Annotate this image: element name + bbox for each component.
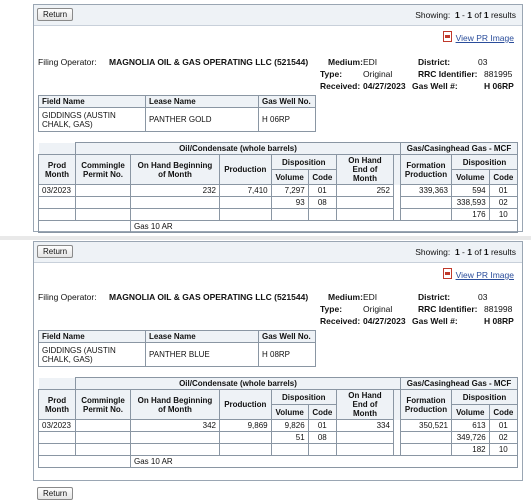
- production-header: Production: [220, 390, 272, 420]
- received-value: 04/27/2023: [363, 316, 406, 326]
- rrc-identifier-label: RRC Identifier:: [418, 304, 478, 314]
- on-hand-begin-header: On Hand Beginning of Month: [131, 390, 220, 420]
- rrc-identifier-value: 881998: [484, 304, 513, 314]
- lease-name-header: Lease Name: [146, 331, 259, 343]
- type-label: Type:: [320, 304, 343, 314]
- prod-month-header: Prod Month: [39, 390, 76, 420]
- field-lease-table: [38, 330, 316, 367]
- footer-note: Gas 10 AR: [131, 221, 518, 233]
- results-counter: Showing: 1 - 1 of 1 results: [415, 247, 516, 257]
- district-value: 03: [478, 57, 488, 67]
- return-button[interactable]: Return: [37, 245, 73, 258]
- table-row: 176 10: [39, 209, 518, 221]
- record-panel-1: [33, 4, 523, 232]
- lease-name-cell: PANTHER GOLD: [146, 108, 259, 132]
- pdf-icon: [443, 31, 452, 42]
- oil-condensate-header: Oil/Condensate (whole barrels): [76, 378, 401, 390]
- gas-well-value: H 08RP: [484, 316, 514, 326]
- record-toolbar: [34, 5, 522, 26]
- table-row: 51 08 349,726 02: [39, 432, 518, 444]
- table-row: 03/2023 342 9,869 9,826 01 334 350,521 613 01: [39, 420, 518, 432]
- received-label: Received:: [320, 316, 361, 326]
- production-table: [38, 377, 518, 468]
- gas-disposition-header: Disposition: [451, 155, 517, 170]
- district-value: 03: [478, 292, 488, 302]
- table-row: 93 08 338,593 02: [39, 197, 518, 209]
- gas-well-no-cell: H 08RP: [259, 343, 316, 367]
- gas-well-label: Gas Well #:: [412, 81, 458, 91]
- medium-value: EDI: [363, 292, 378, 302]
- gas-well-label: Gas Well #:: [412, 316, 458, 326]
- record-toolbar: [34, 242, 522, 263]
- table-footer-row: [39, 456, 518, 468]
- filing-operator-label: Filing Operator:: [38, 292, 97, 302]
- on-hand-begin-header: On Hand Beginning of Month: [131, 155, 220, 185]
- on-hand-end-header: On Hand End of Month: [336, 155, 393, 185]
- prod-month-header: Prod Month: [39, 155, 76, 185]
- medium-value: EDI: [363, 57, 378, 67]
- view-pr-image-link[interactable]: View PR Image: [455, 33, 514, 43]
- on-hand-end-header: On Hand End of Month: [336, 390, 393, 420]
- gas-header: Gas/Casinghead Gas - MCF: [400, 143, 517, 155]
- medium-label: Medium:: [328, 57, 363, 67]
- gas-code-header: Code: [489, 170, 517, 185]
- type-label: Type:: [320, 69, 343, 79]
- footer-note: Gas 10 AR: [131, 456, 518, 468]
- rrc-identifier-value: 881995: [484, 69, 513, 79]
- filing-operator-value: MAGNOLIA OIL & GAS OPERATING LLC (521544): [109, 292, 309, 302]
- formation-production-header: Formation Production: [400, 390, 451, 420]
- commingle-header: Commingle Permit No.: [76, 390, 131, 420]
- medium-label: Medium:: [328, 292, 363, 302]
- return-button[interactable]: Return: [37, 8, 73, 21]
- oil-code-header: Code: [308, 405, 336, 420]
- field-name-cell: GIDDINGS (AUSTIN CHALK, GAS): [39, 108, 146, 132]
- filing-operator-value: MAGNOLIA OIL & GAS OPERATING LLC (521544): [109, 57, 309, 67]
- field-name-cell: GIDDINGS (AUSTIN CHALK, GAS): [39, 343, 146, 367]
- oil-disposition-header: Disposition: [271, 155, 336, 170]
- gas-code-header: Code: [489, 405, 517, 420]
- production-table: [38, 142, 518, 233]
- lease-name-header: Lease Name: [146, 96, 259, 108]
- type-value: Original: [363, 69, 393, 79]
- return-button[interactable]: Return: [37, 487, 73, 500]
- rrc-identifier-label: RRC Identifier:: [418, 69, 478, 79]
- table-row: 182 10: [39, 444, 518, 456]
- type-value: Original: [363, 304, 393, 314]
- received-value: 04/27/2023: [363, 81, 406, 91]
- oil-code-header: Code: [308, 170, 336, 185]
- lease-name-cell: PANTHER BLUE: [146, 343, 259, 367]
- record-panel-2: [33, 241, 523, 481]
- gas-well-no-cell: H 06RP: [259, 108, 316, 132]
- gas-disposition-header: Disposition: [451, 390, 517, 405]
- results-counter: Showing: 1 - 1 of 1 results: [415, 10, 516, 20]
- oil-volume-header: Volume: [271, 405, 308, 420]
- view-pr-image-link[interactable]: View PR Image: [455, 270, 514, 280]
- district-label: District:: [418, 292, 451, 302]
- oil-condensate-header: Oil/Condensate (whole barrels): [76, 143, 401, 155]
- field-name-header: Field Name: [39, 331, 146, 343]
- gas-well-no-header: Gas Well No.: [259, 331, 316, 343]
- record-separator: [0, 236, 531, 240]
- gas-header: Gas/Casinghead Gas - MCF: [400, 378, 517, 390]
- filing-operator-label: Filing Operator:: [38, 57, 97, 67]
- field-lease-table: [38, 95, 316, 132]
- pdf-icon: [443, 268, 452, 279]
- received-label: Received:: [320, 81, 361, 91]
- field-name-header: Field Name: [39, 96, 146, 108]
- formation-production-header: Formation Production: [400, 155, 451, 185]
- oil-volume-header: Volume: [271, 170, 308, 185]
- production-header: Production: [220, 155, 272, 185]
- commingle-header: Commingle Permit No.: [76, 155, 131, 185]
- gas-volume-header: Volume: [451, 405, 489, 420]
- table-row: 03/2023 232 7,410 7,297 01 252 339,363 594 01: [39, 185, 518, 197]
- gas-well-no-header: Gas Well No.: [259, 96, 316, 108]
- gas-well-value: H 06RP: [484, 81, 514, 91]
- district-label: District:: [418, 57, 451, 67]
- gas-volume-header: Volume: [451, 170, 489, 185]
- table-footer-row: [39, 221, 518, 233]
- oil-disposition-header: Disposition: [271, 390, 336, 405]
